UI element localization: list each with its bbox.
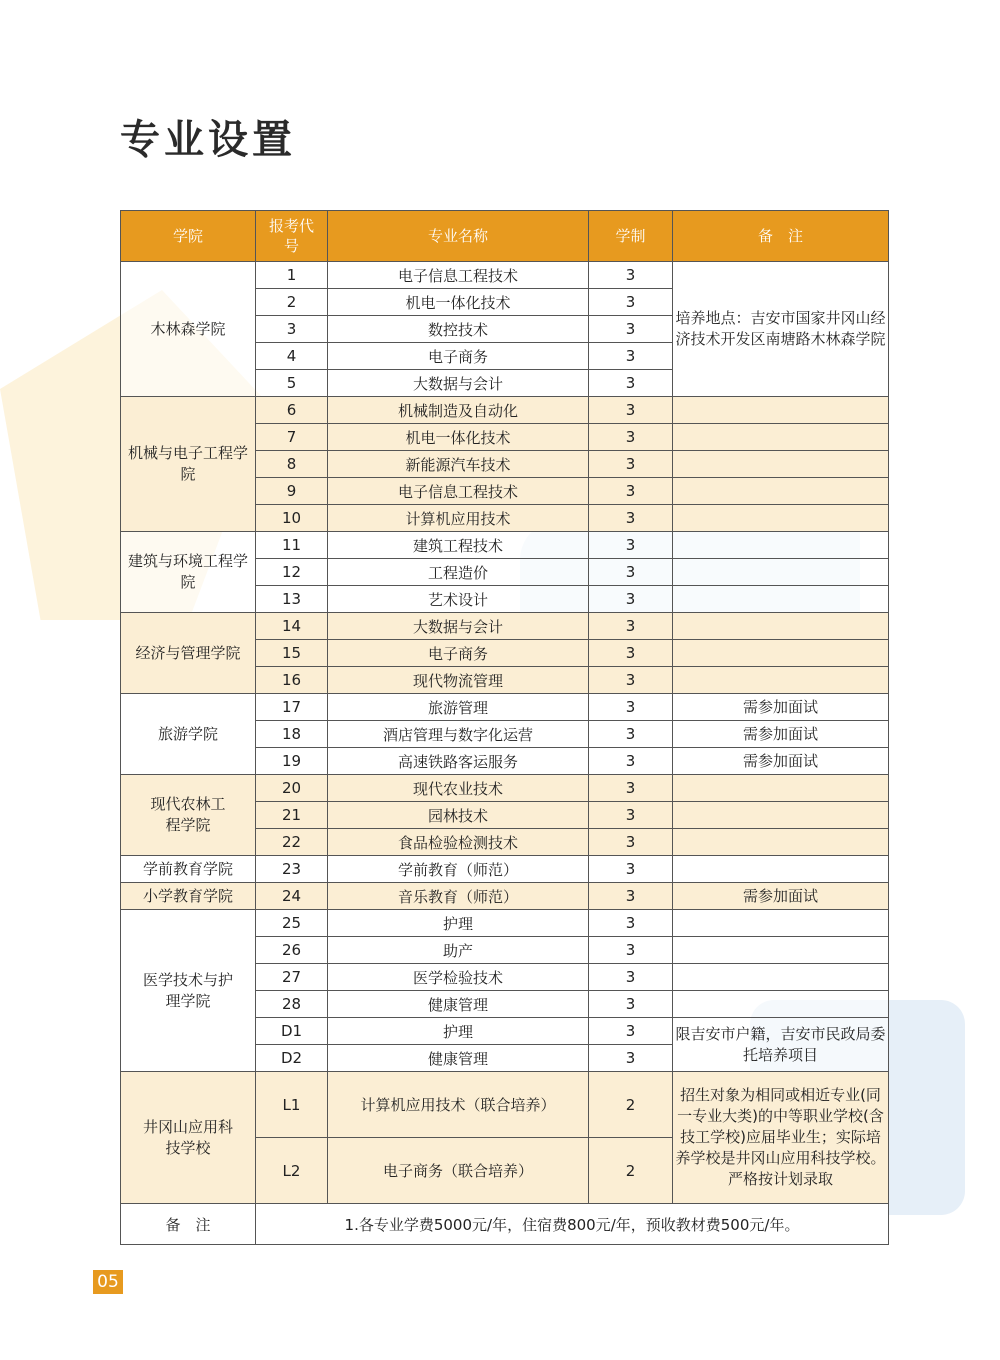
code-cell: 28 [256, 991, 328, 1018]
major-cell: 园林技术 [328, 802, 589, 829]
table-header-row [121, 211, 889, 262]
table-row [121, 613, 889, 640]
note-cell [673, 937, 889, 964]
table-row [121, 1072, 889, 1138]
note-cell [673, 424, 889, 451]
code-cell: 12 [256, 559, 328, 586]
header-major: 专业名称 [328, 211, 589, 262]
code-cell: 1 [256, 262, 328, 289]
code-cell: 21 [256, 802, 328, 829]
note-cell [673, 478, 889, 505]
note-cell [673, 559, 889, 586]
major-cell: 电子商务 [328, 640, 589, 667]
duration-cell: 3 [589, 910, 673, 937]
duration-cell: 3 [589, 586, 673, 613]
note-cell [673, 775, 889, 802]
major-cell: 电子商务（联合培养） [328, 1138, 589, 1204]
code-cell: 23 [256, 856, 328, 883]
code-cell: 24 [256, 883, 328, 910]
note-cell [673, 910, 889, 937]
college-cell: 木林森学院 [121, 262, 256, 397]
duration-cell: 3 [589, 451, 673, 478]
table-row [121, 856, 889, 883]
page-number: 05 [93, 1270, 123, 1294]
college-cell: 旅游学院 [121, 694, 256, 775]
code-cell: 19 [256, 748, 328, 775]
code-cell: 8 [256, 451, 328, 478]
note-cell [673, 964, 889, 991]
major-cell: 健康管理 [328, 991, 589, 1018]
college-cell: 经济与管理学院 [121, 613, 256, 694]
code-cell: D1 [256, 1018, 328, 1045]
code-cell: D2 [256, 1045, 328, 1072]
major-cell: 计算机应用技术（联合培养） [328, 1072, 589, 1138]
note-cell [673, 613, 889, 640]
code-cell: 27 [256, 964, 328, 991]
note-cell [673, 667, 889, 694]
note-cell [673, 991, 889, 1018]
code-cell: 15 [256, 640, 328, 667]
duration-cell: 3 [589, 478, 673, 505]
major-cell: 机电一体化技术 [328, 289, 589, 316]
college-cell: 机械与电子工程学院 [121, 397, 256, 532]
major-cell: 助产 [328, 937, 589, 964]
major-cell: 旅游管理 [328, 694, 589, 721]
duration-cell: 3 [589, 883, 673, 910]
duration-cell: 3 [589, 559, 673, 586]
code-cell: 16 [256, 667, 328, 694]
note-cell [673, 640, 889, 667]
note-cell: 限吉安市户籍，吉安市民政局委托培养项目 [673, 1018, 889, 1072]
header-duration: 学制 [589, 211, 673, 262]
duration-cell: 3 [589, 262, 673, 289]
code-cell: 22 [256, 829, 328, 856]
duration-cell: 3 [589, 964, 673, 991]
major-cell: 现代物流管理 [328, 667, 589, 694]
duration-cell: 3 [589, 289, 673, 316]
code-cell: 3 [256, 316, 328, 343]
majors-table [120, 210, 889, 1245]
major-cell: 健康管理 [328, 1045, 589, 1072]
duration-cell: 3 [589, 1018, 673, 1045]
duration-cell: 3 [589, 424, 673, 451]
major-cell: 现代农业技术 [328, 775, 589, 802]
note-cell [673, 451, 889, 478]
code-cell: 11 [256, 532, 328, 559]
code-cell: 6 [256, 397, 328, 424]
major-cell: 音乐教育（师范） [328, 883, 589, 910]
note-cell [673, 586, 889, 613]
duration-cell: 3 [589, 748, 673, 775]
duration-cell: 3 [589, 937, 673, 964]
note-cell [673, 532, 889, 559]
major-cell: 电子商务 [328, 343, 589, 370]
remark-label: 备 注 [121, 1204, 256, 1245]
code-cell: 20 [256, 775, 328, 802]
college-cell: 学前教育学院 [121, 856, 256, 883]
major-cell: 艺术设计 [328, 586, 589, 613]
table-row [121, 532, 889, 559]
note-cell: 需参加面试 [673, 883, 889, 910]
major-cell: 高速铁路客运服务 [328, 748, 589, 775]
duration-cell: 3 [589, 505, 673, 532]
major-cell: 食品检验检测技术 [328, 829, 589, 856]
duration-cell: 3 [589, 343, 673, 370]
major-cell: 机械制造及自动化 [328, 397, 589, 424]
note-cell: 招生对象为相同或相近专业(同一专业大类)的中等职业学校(含技工学校)应届毕业生；实际培养学校是井冈山应用科技学校。严格按计划录取 [673, 1072, 889, 1204]
code-cell: 17 [256, 694, 328, 721]
major-cell: 电子信息工程技术 [328, 262, 589, 289]
table-row [121, 694, 889, 721]
remark-text: 1.各专业学费5000元/年，住宿费800元/年，预收教材费500元/年。 [256, 1204, 889, 1245]
duration-cell: 3 [589, 856, 673, 883]
page-title: 专业设置 [120, 117, 296, 163]
college-cell: 医学技术与护理学院 [121, 910, 256, 1072]
code-cell: 9 [256, 478, 328, 505]
college-cell: 现代农林工程学院 [121, 775, 256, 856]
major-cell: 建筑工程技术 [328, 532, 589, 559]
duration-cell: 2 [589, 1072, 673, 1138]
duration-cell: 3 [589, 829, 673, 856]
code-cell: 2 [256, 289, 328, 316]
duration-cell: 3 [589, 613, 673, 640]
code-cell: 13 [256, 586, 328, 613]
major-cell: 护理 [328, 1018, 589, 1045]
duration-cell: 3 [589, 532, 673, 559]
code-cell: L2 [256, 1138, 328, 1204]
table-row [121, 910, 889, 937]
college-cell: 井冈山应用科技学校 [121, 1072, 256, 1204]
major-cell: 大数据与会计 [328, 613, 589, 640]
table-row [121, 262, 889, 289]
header-college: 学院 [121, 211, 256, 262]
major-cell: 工程造价 [328, 559, 589, 586]
duration-cell: 2 [589, 1138, 673, 1204]
code-cell: 25 [256, 910, 328, 937]
remark-row [121, 1204, 889, 1245]
duration-cell: 3 [589, 802, 673, 829]
major-cell: 数控技术 [328, 316, 589, 343]
note-cell [673, 829, 889, 856]
major-cell: 学前教育（师范） [328, 856, 589, 883]
note-cell: 需参加面试 [673, 748, 889, 775]
duration-cell: 3 [589, 397, 673, 424]
table-row [121, 883, 889, 910]
major-cell: 电子信息工程技术 [328, 478, 589, 505]
major-cell: 大数据与会计 [328, 370, 589, 397]
note-cell: 培养地点：吉安市国家井冈山经济技术开发区南塘路木林森学院 [673, 262, 889, 397]
duration-cell: 3 [589, 991, 673, 1018]
note-cell: 需参加面试 [673, 694, 889, 721]
duration-cell: 3 [589, 370, 673, 397]
note-cell [673, 856, 889, 883]
table-row [121, 397, 889, 424]
table-row [121, 775, 889, 802]
code-cell: 10 [256, 505, 328, 532]
note-cell: 需参加面试 [673, 721, 889, 748]
duration-cell: 3 [589, 1045, 673, 1072]
duration-cell: 3 [589, 316, 673, 343]
major-cell: 计算机应用技术 [328, 505, 589, 532]
note-cell [673, 505, 889, 532]
major-cell: 新能源汽车技术 [328, 451, 589, 478]
note-cell [673, 802, 889, 829]
code-cell: 4 [256, 343, 328, 370]
code-cell: 14 [256, 613, 328, 640]
major-cell: 机电一体化技术 [328, 424, 589, 451]
college-cell: 小学教育学院 [121, 883, 256, 910]
college-cell: 建筑与环境工程学院 [121, 532, 256, 613]
duration-cell: 3 [589, 775, 673, 802]
code-cell: 26 [256, 937, 328, 964]
code-cell: 7 [256, 424, 328, 451]
duration-cell: 3 [589, 640, 673, 667]
duration-cell: 3 [589, 721, 673, 748]
major-cell: 护理 [328, 910, 589, 937]
header-note: 备 注 [673, 211, 889, 262]
header-code: 报考代号 [256, 211, 328, 262]
code-cell: 5 [256, 370, 328, 397]
note-cell [673, 397, 889, 424]
major-cell: 酒店管理与数字化运营 [328, 721, 589, 748]
duration-cell: 3 [589, 667, 673, 694]
code-cell: 18 [256, 721, 328, 748]
code-cell: L1 [256, 1072, 328, 1138]
major-cell: 医学检验技术 [328, 964, 589, 991]
duration-cell: 3 [589, 694, 673, 721]
